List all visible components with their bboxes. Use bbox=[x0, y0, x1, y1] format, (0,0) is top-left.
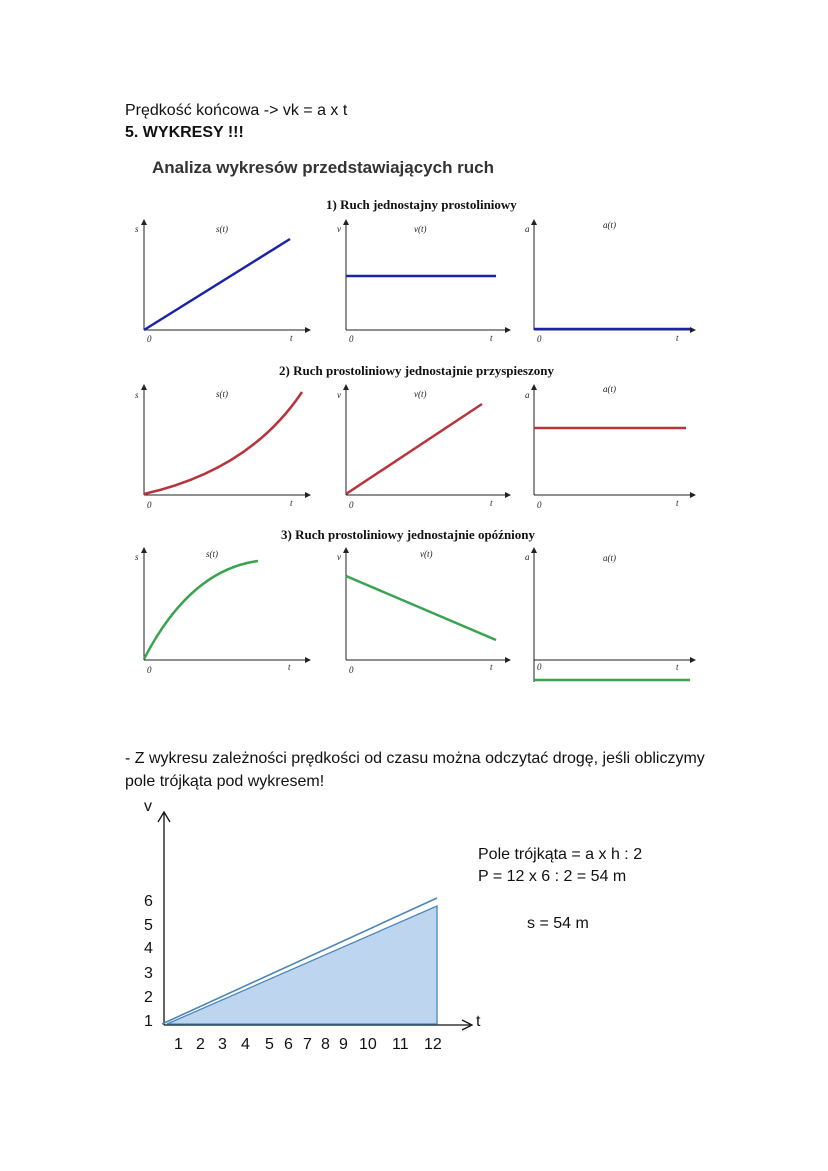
s-line-uniform bbox=[144, 239, 290, 330]
section-title-uniform: 1) Ruch jednostajny prostoliniowy bbox=[326, 197, 517, 212]
origin-label: 0 bbox=[349, 500, 354, 510]
origin-label: 0 bbox=[147, 665, 152, 675]
y-tick: 2 bbox=[144, 989, 153, 1006]
x-tick: 9 bbox=[339, 1036, 348, 1053]
axis-label-a: a bbox=[525, 552, 530, 562]
graph-accelerated-s bbox=[135, 385, 310, 510]
origin-label: 0 bbox=[147, 500, 152, 510]
x-tick: 10 bbox=[359, 1036, 377, 1053]
axis-label-v: v bbox=[337, 552, 341, 562]
axis-label-t: t bbox=[288, 662, 291, 672]
graph-decelerated-a bbox=[525, 548, 695, 682]
triangle-area-formula: Pole trójkąta = a x h : 2 bbox=[478, 846, 643, 863]
axis-label-s: s bbox=[135, 552, 139, 562]
y-tick: 3 bbox=[144, 965, 153, 982]
axis-label-t: t bbox=[676, 333, 679, 343]
x-tick: 2 bbox=[196, 1036, 205, 1053]
graph-accelerated-a bbox=[525, 384, 695, 510]
y-tick: 1 bbox=[144, 1013, 153, 1030]
section-heading-charts: 5. WYKRESY !!! bbox=[125, 124, 244, 141]
s-curve-accelerated bbox=[144, 392, 302, 494]
function-label-a: a(t) bbox=[603, 220, 616, 230]
distance-result: s = 54 m bbox=[527, 915, 589, 932]
final-velocity-formula: Prędkość końcowa -> vk = a x t bbox=[125, 102, 348, 119]
x-tick: 4 bbox=[241, 1036, 250, 1053]
function-label-s: s(t) bbox=[216, 224, 228, 234]
x-tick: 8 bbox=[321, 1036, 330, 1053]
vt-area-chart bbox=[144, 798, 481, 1053]
vt-y-ticks bbox=[144, 893, 153, 1030]
s-curve-decelerated bbox=[144, 561, 258, 659]
axis-label-s: s bbox=[135, 390, 139, 400]
y-tick: 6 bbox=[144, 893, 153, 910]
axis-label-t: t bbox=[290, 333, 293, 343]
axis-label-s: s bbox=[135, 224, 139, 234]
function-label-a: a(t) bbox=[603, 384, 616, 394]
panel-title: Analiza wykresów przedstawiających ruch bbox=[152, 158, 495, 177]
graph-accelerated-v bbox=[337, 385, 510, 510]
axis-label-a: a bbox=[525, 224, 530, 234]
origin-label: 0 bbox=[537, 334, 542, 344]
x-tick: 11 bbox=[392, 1036, 409, 1053]
v-line-decelerated bbox=[346, 576, 496, 640]
explanation-paragraph: - Z wykresu zależności prędkości od czasu można odczytać drogę, jeśli obliczymy pole trójkąta pod wykresem! bbox=[125, 750, 705, 790]
axis-label-v: v bbox=[337, 224, 341, 234]
graph-uniform-a bbox=[525, 220, 695, 344]
axis-label-v: v bbox=[337, 390, 341, 400]
vt-x-ticks bbox=[174, 1036, 442, 1053]
vt-x-axis-label: t bbox=[476, 1013, 481, 1030]
graph-uniform-s bbox=[135, 220, 310, 344]
function-label-v: v(t) bbox=[420, 549, 433, 559]
x-tick: 3 bbox=[218, 1036, 227, 1053]
function-label-s: s(t) bbox=[216, 389, 228, 399]
function-label-a: a(t) bbox=[603, 553, 616, 563]
function-label-v: v(t) bbox=[414, 389, 427, 399]
x-tick: 7 bbox=[303, 1036, 312, 1053]
origin-label: 0 bbox=[537, 662, 542, 672]
axis-label-t: t bbox=[490, 662, 493, 672]
axis-label-a: a bbox=[525, 390, 530, 400]
axis-label-t: t bbox=[676, 498, 679, 508]
graph-uniform-v bbox=[337, 220, 510, 344]
graph-decelerated-v bbox=[337, 548, 510, 675]
graph-decelerated-s bbox=[135, 548, 310, 675]
triangle-area-calculation: P = 12 x 6 : 2 = 54 m bbox=[478, 868, 627, 885]
axis-label-t: t bbox=[490, 498, 493, 508]
function-label-s: s(t) bbox=[206, 549, 218, 559]
x-tick: 12 bbox=[424, 1036, 442, 1053]
origin-label: 0 bbox=[147, 334, 152, 344]
axis-label-t: t bbox=[290, 498, 293, 508]
vt-area-triangle bbox=[167, 906, 437, 1024]
axis-label-t: t bbox=[676, 662, 679, 672]
x-tick: 1 bbox=[174, 1036, 183, 1053]
section-title-accelerated: 2) Ruch prostoliniowy jednostajnie przyspieszony bbox=[279, 363, 554, 378]
x-tick: 5 bbox=[265, 1036, 274, 1053]
section-title-decelerated: 3) Ruch prostoliniowy jednostajnie opóźniony bbox=[281, 527, 536, 542]
v-line-accelerated bbox=[346, 404, 482, 494]
y-tick: 4 bbox=[144, 940, 153, 957]
vt-y-axis-label: v bbox=[144, 798, 152, 815]
y-tick: 5 bbox=[144, 917, 153, 934]
origin-label: 0 bbox=[349, 665, 354, 675]
x-tick: 6 bbox=[284, 1036, 293, 1053]
function-label-v: v(t) bbox=[414, 224, 427, 234]
axis-label-t: t bbox=[490, 333, 493, 343]
origin-label: 0 bbox=[349, 334, 354, 344]
origin-label: 0 bbox=[537, 500, 542, 510]
